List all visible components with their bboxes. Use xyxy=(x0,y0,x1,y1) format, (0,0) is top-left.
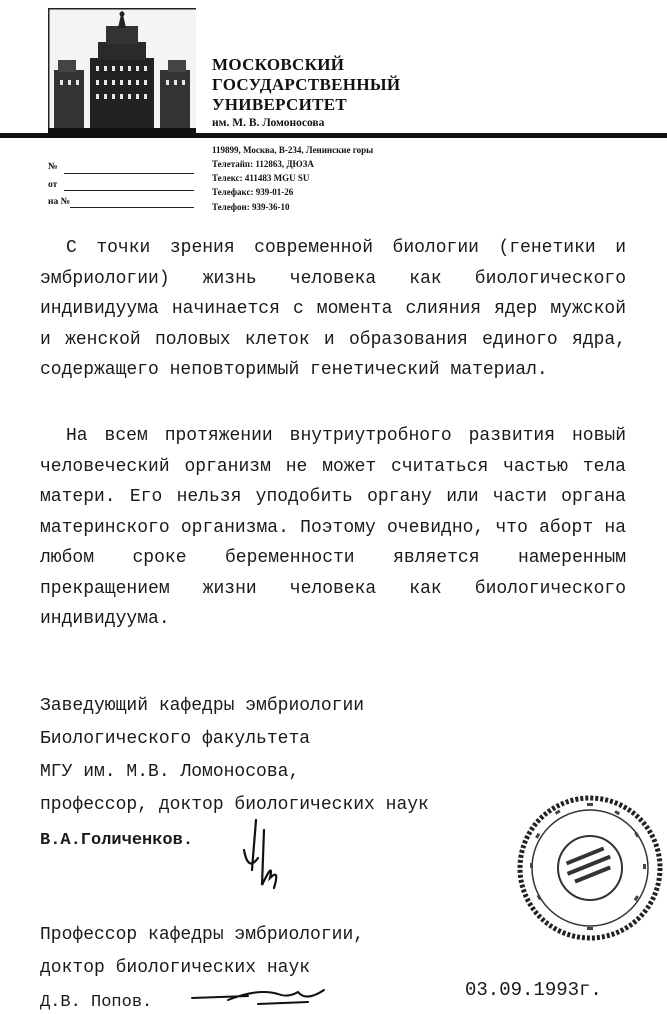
contact-address: 119899, Москва, В-234, Ленинские горы xyxy=(212,145,374,155)
body-paragraph-1: С точки зрения современной биологии (генетики и эмбриологии) жизнь человека как биологического индивидуума начинается с момента слияния ядер мужской и женской половых клеток и образования единого ядра, содержащего неповторимый генетический материал. xyxy=(40,238,626,380)
contact-teletype: Телетайп: 112863, ДЮЗА xyxy=(212,159,314,169)
letterhead-divider xyxy=(0,133,667,138)
contact-phone: Телефон: 939-36-10 xyxy=(212,202,290,212)
ref-number-label: № xyxy=(48,162,58,172)
body-paragraph-2: На всем протяжении внутриутробного развития новый человеческий организм не может считаться частью тела матери. Его нельзя уподобить органу или части органа материнского организма. Поэтому очевидно, что аборт на любом сроке беременности является намеренным прекращением жизни человека как биологического индивидуума. xyxy=(40,426,626,629)
ref-reply-line xyxy=(70,207,194,208)
handwritten-signature-2 xyxy=(188,984,328,1012)
signer2-name: Д.В. Попов. xyxy=(40,993,153,1012)
university-name-line-1: МОСКОВСКИЙ xyxy=(212,55,345,74)
official-seal-stamp xyxy=(515,793,665,943)
contact-fax: Телефакс: 939-01-26 xyxy=(212,187,294,197)
signer1-title-line-3: МГУ им. М.В. Ломоносова, xyxy=(40,762,300,782)
ref-date-label: от xyxy=(48,180,58,190)
university-name-line-3: УНИВЕРСИТЕТ xyxy=(212,95,348,114)
signer1-title-line-2: Биологического факультета xyxy=(40,729,311,749)
ref-reply-label: на № xyxy=(48,197,71,207)
handwritten-signature-1 xyxy=(234,810,304,890)
university-named-after: им. М. В. Ломоносова xyxy=(212,117,325,129)
signer2-title-line-1: Профессор кафедры эмбриологии, xyxy=(40,925,365,945)
ref-number-line xyxy=(64,173,194,174)
document-date: 03.09.1993г. xyxy=(465,979,602,1001)
signer1-name: В.А.Голиченков. xyxy=(40,831,194,850)
signer1-title-line-1: Заведующий кафедры эмбриологии xyxy=(40,696,365,716)
signer2-title-line-2: доктор биологических наук xyxy=(40,958,311,978)
signer1-title-line-4: профессор, доктор биологических наук xyxy=(40,795,429,815)
ref-date-line xyxy=(64,190,194,191)
university-building-logo xyxy=(48,8,196,134)
contact-telex: Телекс: 411483 MGU SU xyxy=(212,173,310,183)
university-name-line-2: ГОСУДАРСТВЕННЫЙ xyxy=(212,75,401,94)
